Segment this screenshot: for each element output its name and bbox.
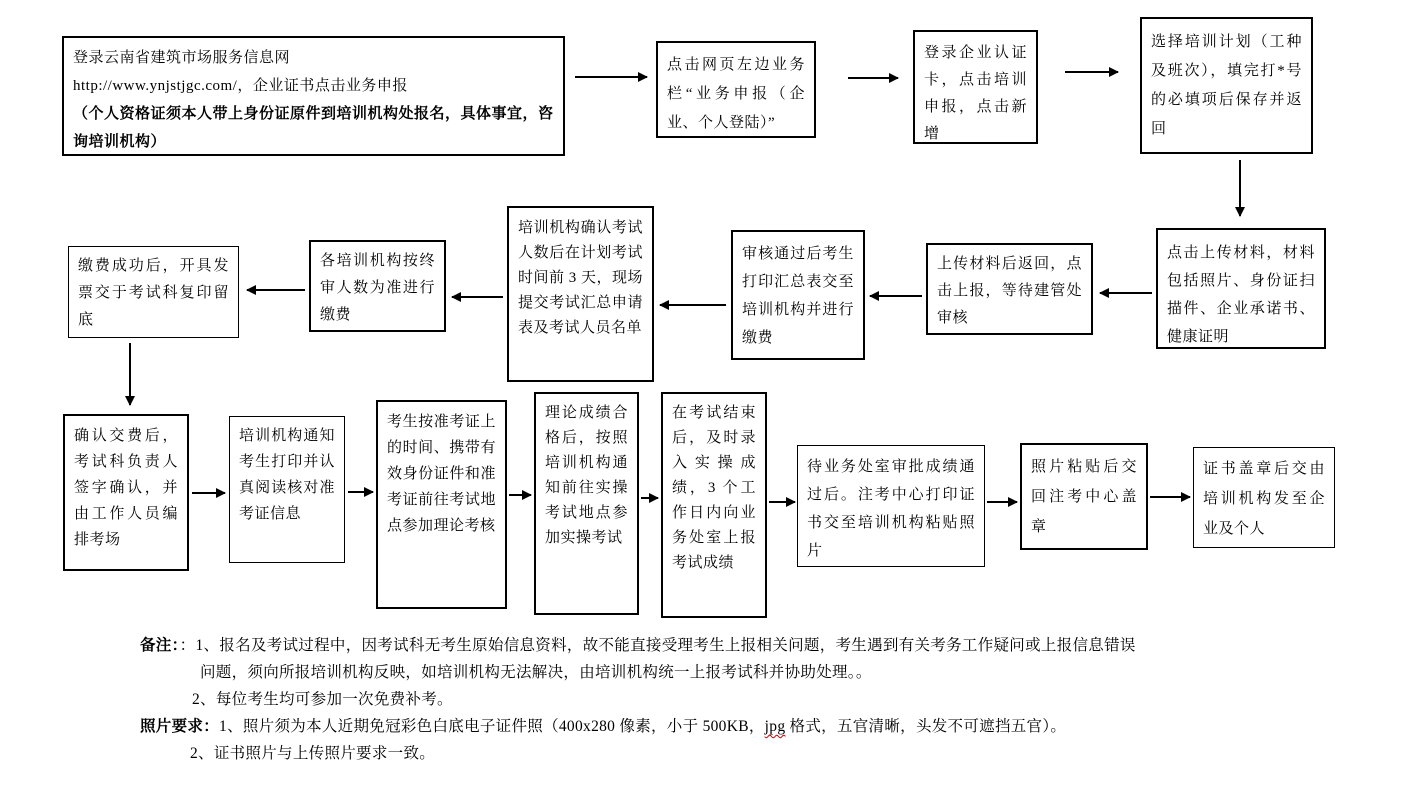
flow-box-print-certificate: 待业务处室审批成绩通过后。注考中心打印证书交至培训机构粘贴照片 [797,445,985,567]
arrow-right-icon [575,76,647,78]
flow-box-upload-materials: 点击上传材料，材料包括照片、身份证扫描件、企业承诺书、健康证明 [1156,228,1326,349]
flow-box-photo-back-stamp: 照片粘贴后交回注考中心盖章 [1020,443,1148,550]
arrow-right-icon [348,491,373,493]
photo-req-text-post: 格式，五官清晰，头发不可遮挡五官）。 [785,718,1067,735]
arrow-right-icon [1150,496,1190,498]
flow-box-notify-print-ticket: 培训机构通知考生打印并认真阅读核对准考证信息 [229,416,345,563]
flow-box-login-enterprise-card: 登录企业认证卡，点击培训申报，点击新增 [913,30,1038,144]
arrow-left-icon [660,304,726,306]
flow-box-org-final-pay: 各培训机构按终审人数为准进行缴费 [309,240,446,332]
arrow-right-icon [987,501,1017,503]
remark-text-1: ：1、报名及考试过程中，因考试科无考生原始信息资料，故不能直接受理考生上报相关问题，考生遇到有关考务工作疑问或上报信息错误 [179,637,1136,654]
photo-req-line-1 [140,713,1390,740]
arrow-right-icon [1065,71,1118,73]
arrow-right-icon [641,497,658,499]
arrow-down-icon [1239,160,1241,216]
flow-box-issue-certificate: 证书盖章后交由培训机构发至企业及个人 [1193,447,1335,548]
arrow-right-icon [509,494,531,496]
photo-req-text-pre: 1、照片须为本人近期免冠彩色白底电子证件照（400x280 像素，小于 500KB， [219,718,765,735]
arrow-right-icon [769,501,795,503]
remark-line-3: 2、每位考生均可参加一次免费补考。 [192,691,453,708]
arrow-left-icon [1100,292,1152,294]
flow-box-start [62,36,565,156]
photo-req-line-2: 2、证书照片与上传照片要求一致。 [190,745,436,762]
arrow-down-icon [129,343,131,405]
arrow-left-icon [452,296,503,298]
flow-box-attend-theory-exam: 考生按准考证上的时间、携带有效身份证件和准考证前往考试地点参加理论考核 [376,400,507,609]
flow-box-record-report-scores: 在考试结束后，及时录入实操成绩，3 个工作日内向业务处室上报考试成绩 [661,392,767,618]
arrow-left-icon [870,295,922,297]
remark-line-1 [140,632,1390,659]
arrow-right-icon [192,492,225,494]
remark-line-2: 问题，须向所报培训机构反映，如培训机构无法解决，由培训机构统一上报考试科并协助处理。。 [200,664,872,681]
start-line1: 登录云南省建筑市场服务信息网 [73,50,291,66]
flow-box-print-summary-pay: 审核通过后考生打印汇总表交至培训机构并进行缴费 [731,230,865,360]
arrow-left-icon [247,289,305,291]
notes-section [140,632,1390,767]
flow-box-invoice-copy: 缴费成功后，开具发票交于考试科复印留底 [68,246,239,338]
start-line2: http://www.ynjstjgc.com/，企业证书点击业务申报 [73,78,408,94]
remark-label: 备注： [140,637,180,654]
photo-req-jpg: jpg [764,718,786,735]
flow-box-submit-for-review: 上传材料后返回，点击上报，等待建管处审核 [926,243,1093,335]
flow-box-confirm-exam-count: 培训机构确认考试人数后在计划考试时间前 3 天，现场提交考试汇总申请表及考试人员名单 [507,206,654,382]
photo-req-label: 照片要求： [140,718,220,735]
flow-box-click-left-menu: 点击网页左边业务栏“业务申报（企业、个人登陆）” [656,41,816,138]
flow-box-select-training-plan: 选择培训计划（工种及班次），填完打*号的必填项后保存并返回 [1140,17,1313,154]
arrow-right-icon [848,77,898,79]
flow-box-confirm-payment-sign: 确认交费后，考试科负责人签字确认，并由工作人员编排考场 [63,414,189,571]
start-line3: （个人资格证须本人带上身份证原件到培训机构处报名，具体事宜，咨询培训机构） [73,106,554,150]
flow-box-attend-practical-exam: 理论成绩合格后，按照培训机构通知前往实操考试地点参加实操考试 [534,392,639,615]
